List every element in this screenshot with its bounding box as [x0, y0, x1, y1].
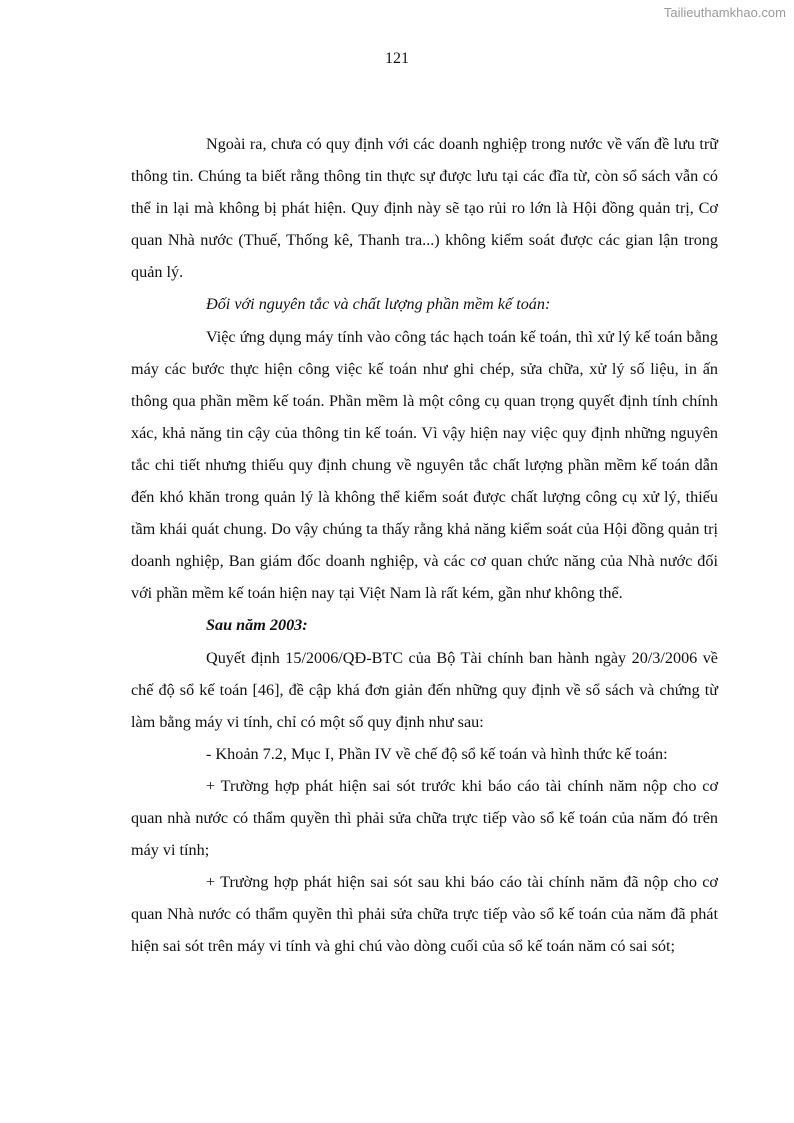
paragraph-clause-7-2: - Khoản 7.2, Mục I, Phần IV về chế độ sổ kế toán và hình thức kế toán: [206, 744, 668, 763]
paragraph-software-quality: Việc ứng dụng máy tính vào công tác hạch toán kế toán, thì xử lý kế toán bằng máy các bước thực hiện công việc kế toán như ghi chép, sửa chữa, xử lý số liệu, in ấn thông qua phần mềm kế toán. Phần mềm là một công cụ quan trọng quyết định tính chính xác, khả năng tin cậy của thông tin kế toán. Vì vậy hiện nay việc quy định những nguyên tắc chi tiết nhưng thiếu quy định chung về nguyên tắc chất lượng phần mềm kế toán dẫn đến khó khăn trong quản lý là không thể kiểm soát được chất lượng công cụ xử lý, thiếu tầm khái quát chung. Do vậy chúng ta thấy rằng khả năng kiểm soát của Hội đồng quản trị doanh nghiệp, Ban giám đốc doanh nghiệp, và các cơ quan chức năng của Nhà nước đối với phần mềm kế toán hiện nay tại Việt Nam là rất kém, gần như không thể. [131, 327, 718, 603]
section-heading-after-2003: Sau năm 2003: [206, 616, 308, 635]
paragraph-data-storage: Ngoài ra, chưa có quy định với các doanh nghiệp trong nước về vấn đề lưu trữ thông tin. Chúng ta biết rằng thông tin thực sự được lưu tại các đĩa từ, còn sổ sách vẫn có thể in lại mà không bị phát hiện. Quy định này sẽ tạo rủi ro lớn là Hội đồng quản trị, Cơ quan Nhà nước (Thuế, Thống kê, Thanh tra...) không kiểm soát được các gian lận trong quản lý. [131, 135, 718, 282]
paragraph-decision-15-2006: Quyết định 15/2006/QĐ-BTC của Bộ Tài chính ban hành ngày 20/3/2006 về chế độ sổ kế toán [46], đề cập khá đơn giản đến những quy định về sổ sách và chứng từ làm bằng máy vi tính, chỉ có một số quy định như sau: [131, 648, 718, 731]
paragraph-error-after-submission: + Trường hợp phát hiện sai sót sau khi báo cáo tài chính năm đã nộp cho cơ quan Nhà nước có thẩm quyền thì phải sửa chữa trực tiếp vào sổ kế toán của năm đã phát hiện sai sót trên máy vi tính và ghi chú vào dòng cuối của sổ kế toán năm có sai sót; [131, 873, 718, 956]
paragraph-error-before-submission: + Trường hợp phát hiện sai sót trước khi báo cáo tài chính năm nộp cho cơ quan nhà nước có thẩm quyền thì phải sửa chữa trực tiếp vào sổ kế toán của năm đó trên máy vi tính; [131, 776, 718, 860]
document-body [131, 128, 718, 962]
section-heading-software-principles: Đối với nguyên tắc và chất lượng phần mềm kế toán: [206, 295, 551, 314]
watermark: Tailieuthamkhao.com [663, 5, 786, 20]
page-number: 121 [385, 50, 409, 67]
